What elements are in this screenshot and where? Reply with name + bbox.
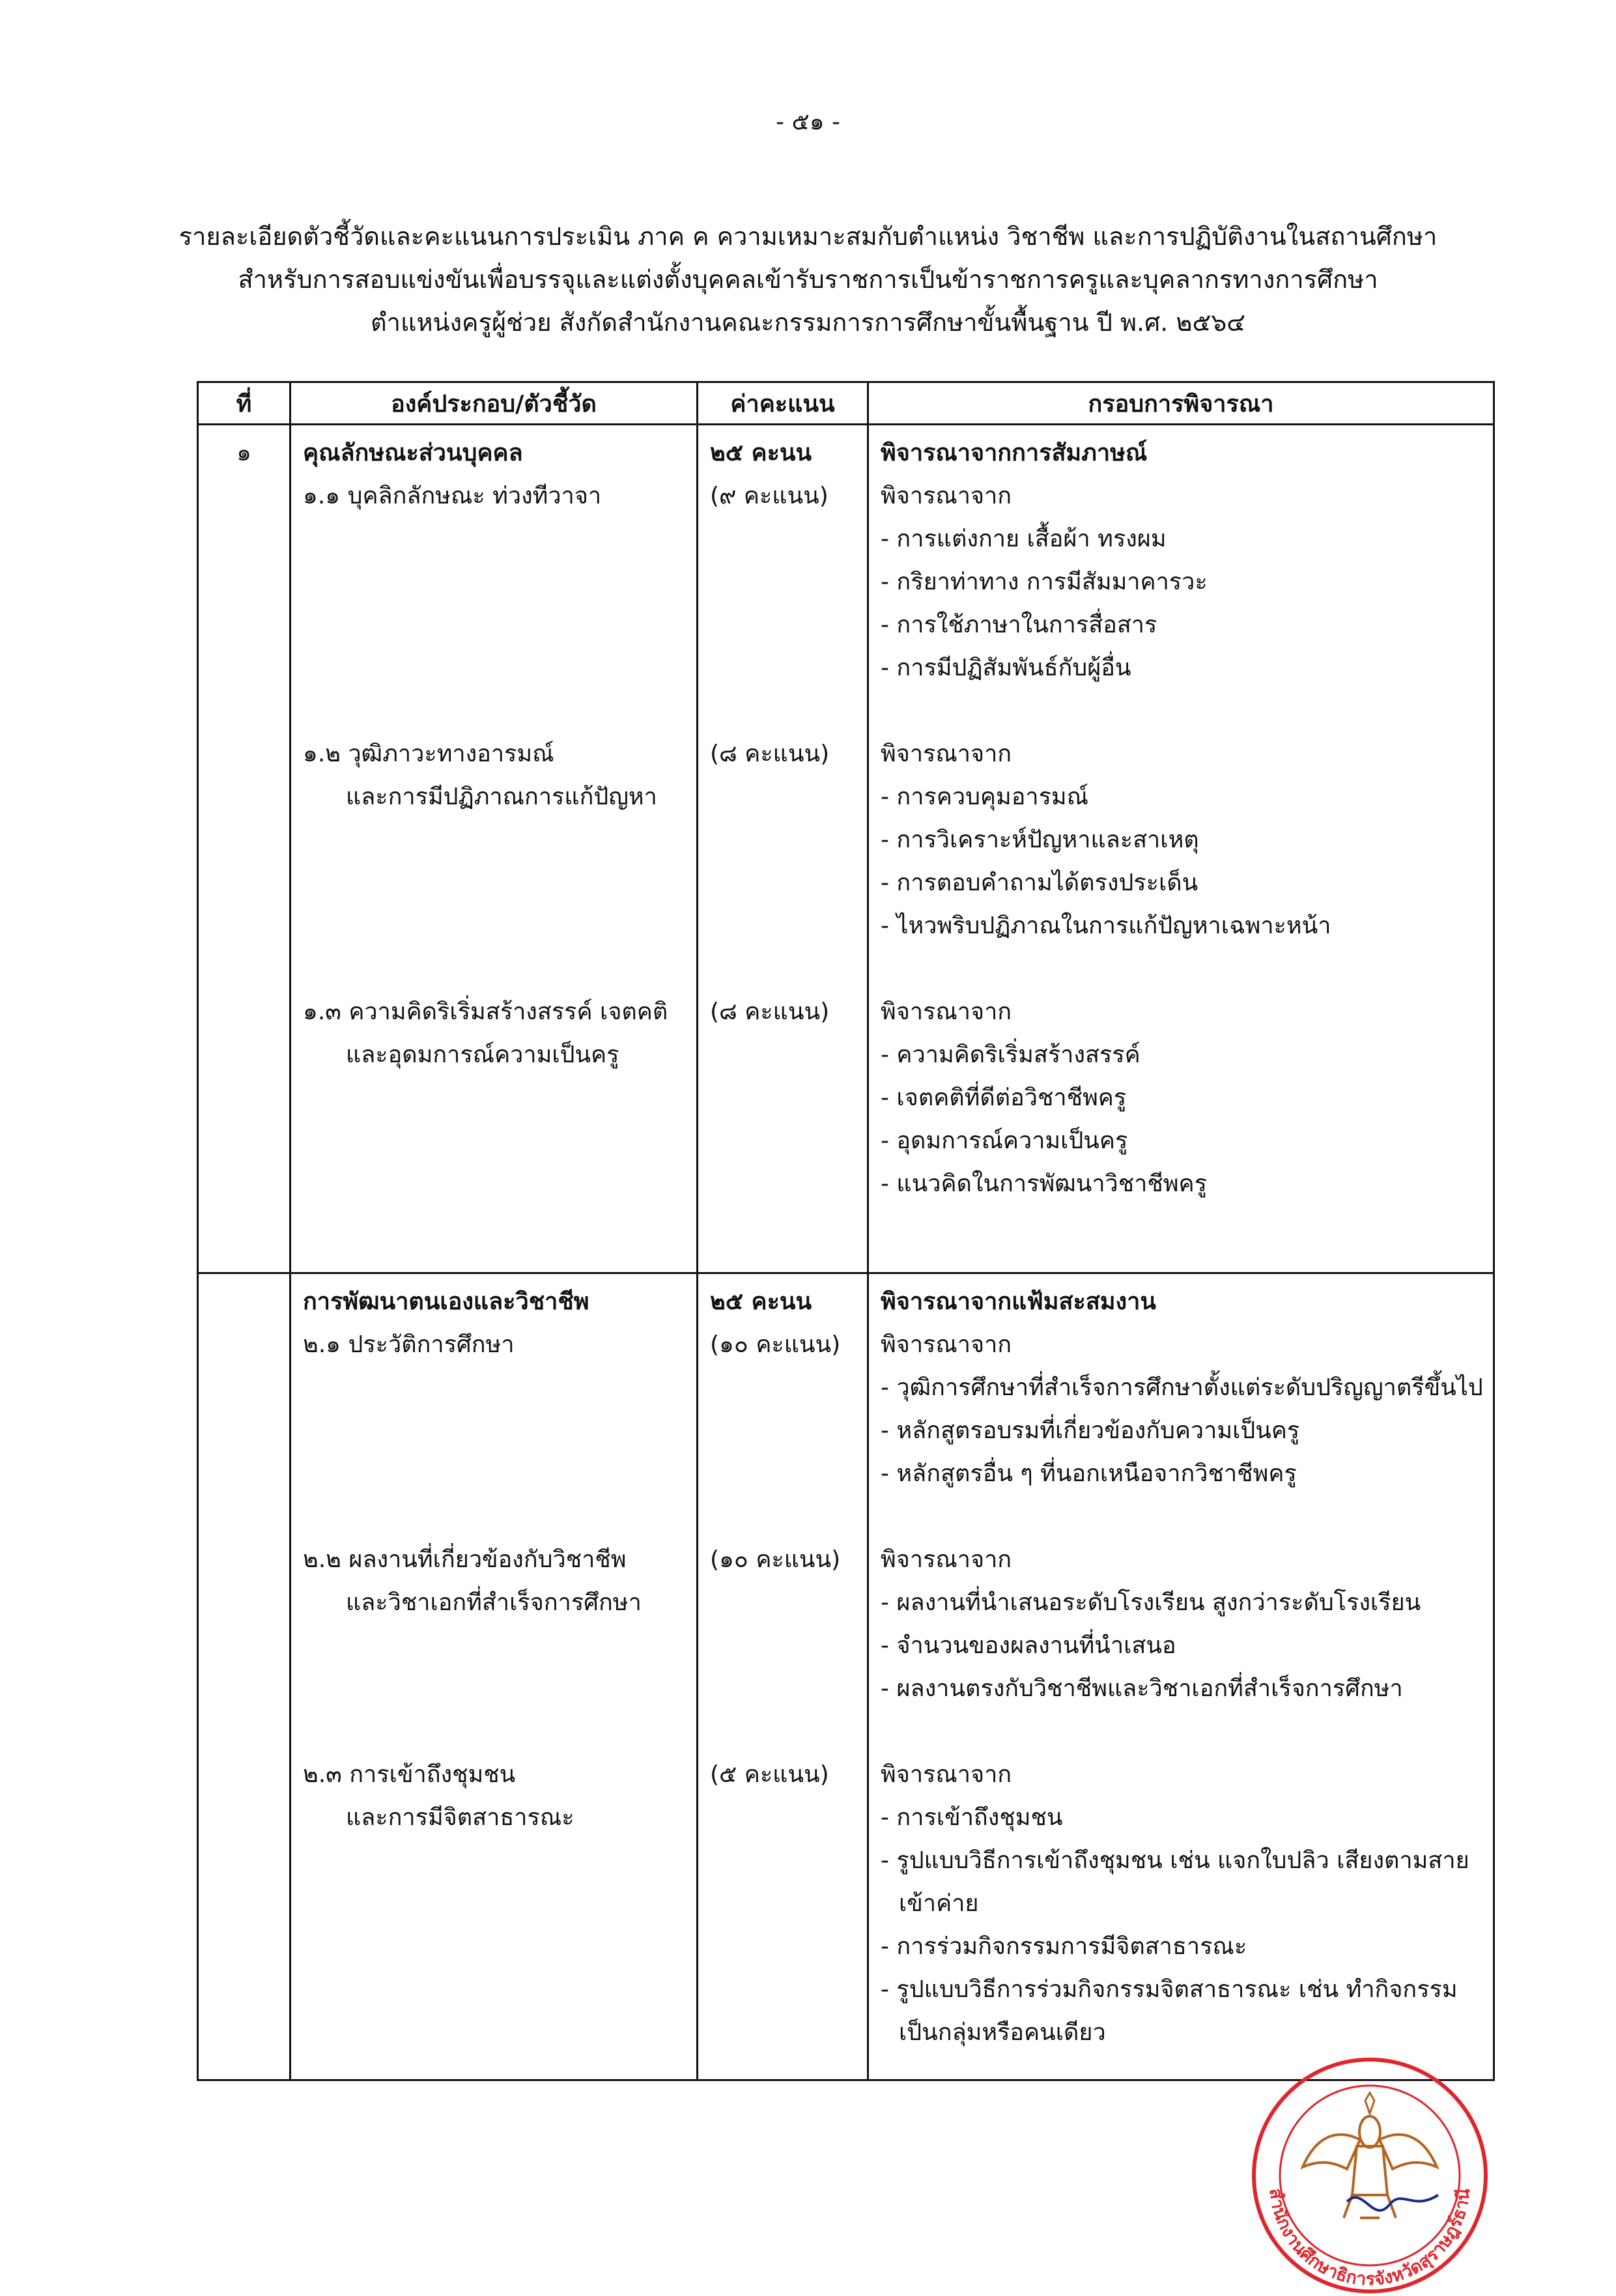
bullet-item: - เจตคติที่ดีต่อวิชาชีพครู xyxy=(881,1084,1127,1111)
indicator-score: (๑๐ คะแนน) xyxy=(710,1546,841,1573)
framework-cell xyxy=(868,425,1494,1273)
bullet-item-cont: เข้าค่าย xyxy=(899,1890,979,1917)
framework-heading: พิจารณาจาก xyxy=(881,1546,1012,1573)
indicator-label: ๒.๒ ผลงานที่เกี่ยวข้องกับวิชาชีพ xyxy=(303,1546,627,1573)
indicator-label-cont: และการมีจิตสาธารณะ xyxy=(346,1804,574,1831)
indicator-label: ๒.๑ ประวัติการศึกษา xyxy=(303,1331,515,1358)
bullet-item: - ผลงานตรงกับวิชาชีพและวิชาเอกที่สำเร็จการศึกษา xyxy=(881,1675,1403,1702)
total-score: ๒๕ คะนน xyxy=(710,1288,812,1315)
bullet-item: - แนวคิดในการพัฒนาวิชาชีพครู xyxy=(881,1170,1207,1197)
bullet-item: - จำนวนของผลงานที่นำเสนอ xyxy=(881,1632,1176,1659)
framework-cell xyxy=(868,1273,1494,2080)
bullet-item: - การใช้ภาษาในการสื่อสาร xyxy=(881,612,1157,638)
indicator-score: (๘ คะแนน) xyxy=(710,999,830,1025)
table-row xyxy=(198,1273,1494,2080)
bullet-item: - หลักสูตรอบรมที่เกี่ยวข้องกับความเป็นครู xyxy=(881,1417,1300,1444)
indicator-score: (๑๐ คะแนน) xyxy=(710,1331,841,1358)
title-line-3: ตำแหน่งครูผู้ช่วย สังกัดสำนักงานคณะกรรมการการศึกษาขั้นพื้นฐาน ปี พ.ศ. ๒๕๖๔ xyxy=(370,308,1246,337)
bullet-item: - ความคิดริเริ่มสร้างสรรค์ xyxy=(881,1042,1141,1068)
component-cell xyxy=(291,425,698,1273)
framework-heading: พิจารณาจาก xyxy=(881,999,1012,1025)
header-framework: กรอบการพิจารณา xyxy=(868,382,1494,425)
row-number xyxy=(198,1273,291,2080)
indicator-label: ๑.๑ บุคลิกลักษณะ ท่วงทีวาจา xyxy=(303,483,602,509)
title-line-2: สำหรับการสอบแข่งขันเพื่อบรรจุและแต่งตั้งบุคคลเข้ารับราชการเป็นข้าราชการครูและบุคลากรทางการศึกษา xyxy=(238,265,1378,294)
bullet-item: - ผลงานที่นำเสนอระดับโรงเรียน สูงกว่าระดับโรงเรียน xyxy=(881,1589,1421,1616)
document-title xyxy=(0,215,1616,344)
bullet-item: - วุฒิการศึกษาที่สำเร็จการศึกษาตั้งแต่ระดับปริญญาตรีขึ้นไป xyxy=(881,1374,1483,1401)
bullet-item: - อุดมการณ์ความเป็นครู xyxy=(881,1127,1128,1154)
indicator-label: ๒.๓ การเข้าถึงชุมชน xyxy=(303,1761,516,1788)
framework-title: พิจารณาจากการสัมภาษณ์ xyxy=(881,440,1148,466)
total-score: ๒๕ คะนน xyxy=(710,440,812,466)
header-no: ที่ xyxy=(198,382,291,425)
title-line-1: รายละเอียดตัวชี้วัดและคะแนนการประเมิน ภาค ค ความเหมาะสมกับตำแหน่ง วิชาชีพ และการปฏิบัติงานในสถานศึกษา xyxy=(178,222,1438,251)
bullet-item: - ไหวพริบปฏิภาณในการแก้ปัญหาเฉพาะหน้า xyxy=(881,913,1331,939)
framework-heading: พิจารณาจาก xyxy=(881,741,1012,767)
component-title: การพัฒนาตนเองและวิชาชีพ xyxy=(303,1288,589,1315)
component-title: คุณลักษณะส่วนบุคคล xyxy=(303,440,523,466)
official-seal xyxy=(1249,2055,1490,2296)
framework-title: พิจารณาจากแฟ้มสะสมงาน xyxy=(881,1288,1156,1315)
bullet-item: - รูปแบบวิธีการเข้าถึงชุมชน เช่น แจกใบปลิว เสียงตามสาย xyxy=(881,1847,1469,1874)
seal-text: สำนักงานศึกษาธิการจังหวัดสุราษฎร์ธานี xyxy=(1265,2187,1475,2290)
indicator-label: ๑.๒ วุฒิภาวะทางอารมณ์ xyxy=(303,741,554,767)
criteria-table xyxy=(197,381,1495,2081)
table-row xyxy=(198,425,1494,1273)
indicator-score: (๙ คะแนน) xyxy=(710,483,829,509)
indicator-label-cont: และการมีปฏิภาณการแก้ปัญหา xyxy=(346,784,657,810)
bullet-item: - กริยาท่าทาง การมีสัมมาคารวะ xyxy=(881,569,1208,595)
page-number: - ๕๑ - xyxy=(776,109,840,135)
indicator-score: (๘ คะแนน) xyxy=(710,741,830,767)
header-score: ค่าคะแนน xyxy=(698,382,868,425)
score-cell xyxy=(698,1273,868,2080)
header-component: องค์ประกอบ/ตัวชี้วัด xyxy=(291,382,698,425)
bullet-item: - การแต่งกาย เสื้อผ้า ทรงผม xyxy=(881,526,1167,552)
indicator-label-cont: และวิชาเอกที่สำเร็จการศึกษา xyxy=(346,1589,642,1616)
indicator-score: (๕ คะแนน) xyxy=(710,1761,829,1788)
bullet-item: - การเข้าถึงชุมชน xyxy=(881,1804,1063,1831)
bullet-item: - การร่วมกิจกรรมการมีจิตสาธารณะ xyxy=(881,1933,1247,1960)
score-cell xyxy=(698,425,868,1273)
framework-heading: พิจารณาจาก xyxy=(881,1331,1012,1358)
row-number: ๑ xyxy=(198,425,291,1273)
table-header-row xyxy=(198,382,1494,425)
bullet-item: - การควบคุมอารมณ์ xyxy=(881,784,1089,810)
bullet-item: - หลักสูตรอื่น ๆ ที่นอกเหนือจากวิชาชีพครู xyxy=(881,1460,1297,1487)
indicator-label-cont: และอุดมการณ์ความเป็นครู xyxy=(346,1042,619,1068)
bullet-item: - การตอบคำถามได้ตรงประเด็น xyxy=(881,870,1198,896)
framework-heading: พิจารณาจาก xyxy=(881,483,1012,509)
bullet-item: - รูปแบบวิธีการร่วมกิจกรรมจิตสาธารณะ เช่น ทำกิจกรรม xyxy=(881,1976,1458,2003)
bullet-item: - การมีปฏิสัมพันธ์กับผู้อื่น xyxy=(881,655,1131,681)
garuda-emblem-icon xyxy=(1303,2093,1437,2218)
bullet-item: - การวิเคราะห์ปัญหาและสาเหตุ xyxy=(881,827,1199,853)
framework-heading: พิจารณาจาก xyxy=(881,1761,1012,1788)
indicator-label: ๑.๓ ความคิดริเริ่มสร้างสรรค์ เจตคติ xyxy=(303,999,668,1025)
component-cell xyxy=(291,1273,698,2080)
bullet-item-cont: เป็นกลุ่มหรือคนเดียว xyxy=(899,2019,1106,2046)
